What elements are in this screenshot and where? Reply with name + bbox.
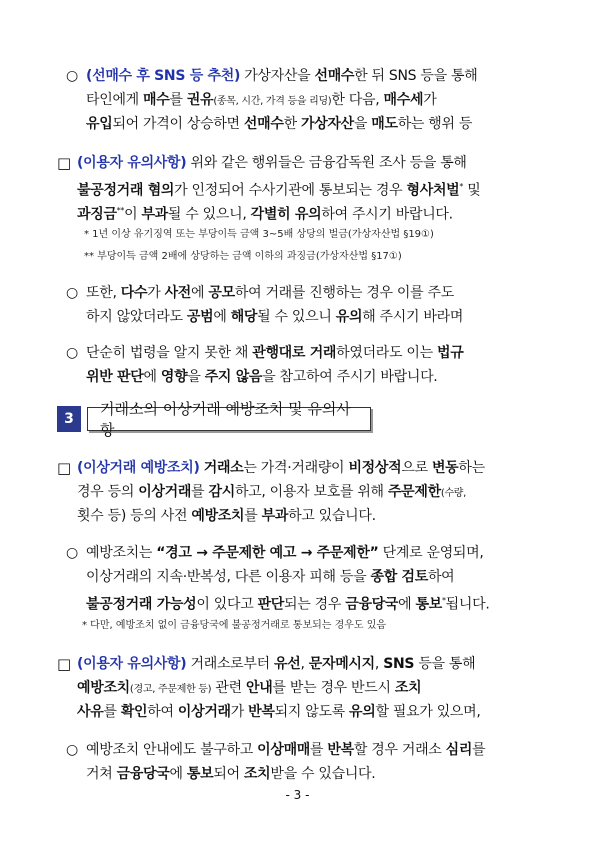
square-bullet: □ — [57, 154, 72, 172]
text-line: 예방조치 안내에도 불구하고 이상매매를 반복할 경우 거래소 심리를 — [86, 742, 486, 758]
text-line: 불공정거래 가능성이 있다고 판단되는 경우 금융당국에 통보*됩니다. — [86, 596, 490, 613]
text-line: 과징금**이 부과될 수 있으니, 각별히 유의하여 주시기 바랍니다. — [77, 206, 453, 223]
footnote: ** 부당이득 금액 2배에 상당하는 금액 이하의 과징금(가상자산법 §17①) — [84, 251, 402, 262]
footnote: * 1년 이상 유기징역 또는 부당이득 금액 3~5배 상당의 벌금(가상자산법 §19①) — [84, 229, 434, 240]
text-line: 횟수 등) 등의 사전 예방조치를 부과하고 있습니다. — [77, 508, 376, 524]
section-number: 3 — [57, 406, 81, 432]
text-line: (이용자 유의사항) 거래소로부터 유선, 문자메시지, SNS 등을 통해 — [77, 656, 476, 672]
text-line: (이상거래 예방조치) 거래소는 가격·거래량이 비정상적으로 변동하는 — [77, 460, 485, 476]
circle-bullet: ○ — [66, 68, 79, 84]
text-line: 거쳐 금융당국에 통보되어 조치받을 수 있습니다. — [86, 766, 376, 782]
circle-bullet: ○ — [66, 742, 79, 758]
circle-bullet: ○ — [66, 285, 79, 301]
square-bullet: □ — [57, 459, 72, 477]
text-line: 사유를 확인하여 이상거래가 반복되지 않도록 유의할 필요가 있으며, — [77, 704, 481, 720]
footnote: * 다만, 예방조치 없이 금융당국에 불공정거래로 통보되는 경우도 있음 — [82, 620, 387, 631]
text-line: 하지 않았더라도 공범에 해당될 수 있으니 유의해 주시기 바라며 — [86, 309, 464, 325]
text-line: 타인에게 매수를 권유(종목, 시간, 가격 등을 리딩)한 다음, 매수세가 — [86, 92, 437, 108]
text-line: (이용자 유의사항) 위와 같은 행위들은 금융감독원 조사 등을 통해 — [77, 155, 467, 171]
text-line: 이상거래의 지속·반복성, 다른 이용자 피해 등을 종합 검토하여 — [86, 569, 455, 585]
text-line: 위반 판단에 영향을 주지 않음을 참고하여 주시기 바랍니다. — [86, 369, 438, 385]
text-line: 유입되어 가격이 상승하면 선매수한 가상자산을 매도하는 행위 등 — [86, 116, 473, 132]
circle-bullet: ○ — [66, 345, 79, 361]
text-line: 또한, 다수가 사전에 공모하여 거래를 진행하는 경우 이를 주도 — [86, 285, 454, 301]
section-title: 거래소의 이상거래 예방조치 및 유의사항 — [87, 407, 371, 431]
text-line: 경우 등의 이상거래를 감시하고, 이용자 보호를 위해 주문제한(수량, — [77, 484, 467, 500]
text-line: 불공정거래 혐의가 인정되어 수사기관에 통보되는 경우 형사처벌* 및 — [77, 182, 481, 199]
text-line: 예방조치는 “경고 → 주문제한 예고 → 주문제한” 단계로 운영되며, — [86, 545, 484, 561]
text-line: 단순히 법령을 알지 못한 채 관행대로 거래하였더라도 이는 법규 — [86, 345, 464, 361]
page-number: - 3 - — [285, 788, 310, 802]
section-header — [57, 400, 371, 439]
text-line: 예방조치(경고, 주문제한 등) 관련 안내를 받는 경우 반드시 조치 — [77, 680, 422, 696]
text-line: (선매수 후 SNS 등 추천) 가상자산을 선매수한 뒤 SNS 등을 통해 — [86, 68, 478, 84]
square-bullet: □ — [57, 655, 72, 673]
circle-bullet: ○ — [66, 545, 79, 561]
